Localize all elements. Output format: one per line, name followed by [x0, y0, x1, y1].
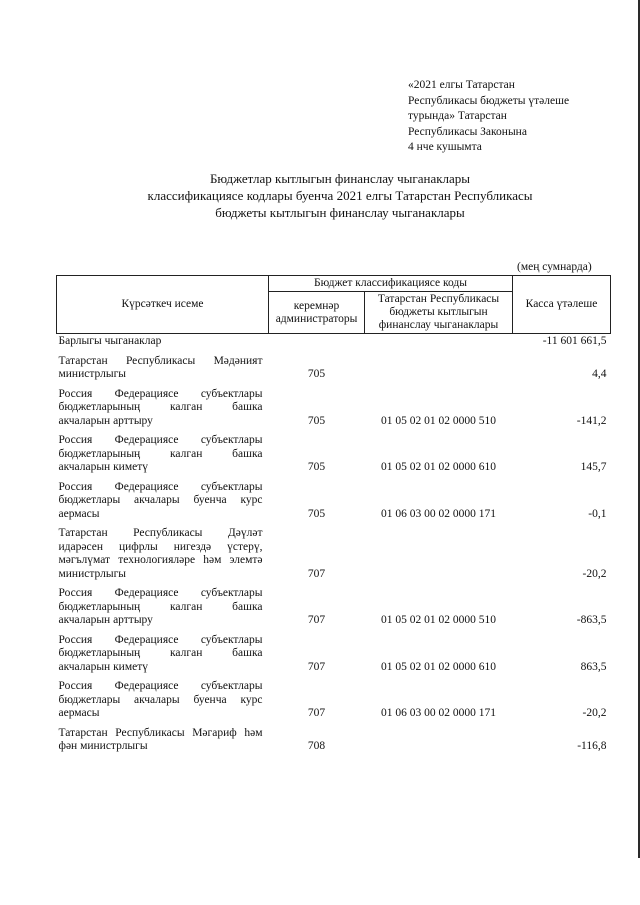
row-source-code	[365, 521, 513, 581]
row-source-code: 01 05 02 01 02 0000 610	[381, 461, 496, 473]
table-row-total	[57, 334, 611, 349]
note-line: Республикасы Законына	[408, 125, 527, 138]
row-source-code: 01 06 03 00 02 0000 171	[381, 507, 496, 520]
row-source-code	[365, 721, 513, 754]
table-row	[57, 475, 611, 522]
row-amount: -116,8	[577, 740, 607, 752]
row-source-code	[365, 349, 513, 382]
document-title	[60, 170, 620, 221]
header-indicator-name: Күрсәткеч исеме	[57, 276, 269, 334]
table-body	[57, 334, 611, 754]
title-line: бюджеты кытлыгын финанслау чыганаклары	[215, 205, 465, 220]
title-line: Бюджетлар кытлыгын финанслау чыганаклары	[209, 171, 471, 186]
row-amount: -11 601 661,5	[542, 335, 607, 347]
note-line: турында» Татарстан	[408, 110, 507, 122]
row-name: Татарстан Республикасы Мәдәният министрлыгы	[58, 354, 263, 380]
row-source-code: 01 05 02 01 02 0000 510	[381, 414, 496, 427]
row-source-code: 01 05 02 01 02 0000 610	[381, 660, 496, 673]
header-admin: керемнәр администраторы	[269, 292, 365, 334]
row-admin-code: 707	[307, 614, 326, 626]
header-cash-execution: Касса үтәлеше	[513, 276, 611, 334]
row-source-code: 01 05 02 01 02 0000 510	[381, 614, 496, 626]
row-source-code	[365, 334, 513, 349]
table-row	[57, 349, 611, 382]
row-name: Россия Федерациясе субъектлары бюджетларының калган башка акчаларын киметү	[58, 434, 263, 473]
table-row	[57, 628, 611, 675]
unit-label: (мең сумнарда)	[517, 261, 592, 273]
row-name: Россия Федерациясе субъектлары бюджетларының калган башка акчаларын арттыру	[58, 387, 263, 427]
financing-sources-table	[56, 275, 611, 754]
row-amount: -0,1	[588, 507, 607, 520]
row-admin-code: 707	[307, 660, 326, 673]
row-amount: -20,2	[582, 567, 607, 580]
row-name: Татарстан Республикасы Дәүләт идарәсен цифрлы нигездә үстерү, мәгълүмат технологияләре һәм элемтә министрлыгы	[58, 527, 263, 580]
table-row	[57, 674, 611, 721]
row-amount: 145,7	[580, 461, 607, 473]
row-amount: 4,4	[592, 368, 607, 380]
table-row	[57, 428, 611, 475]
table-row	[57, 581, 611, 628]
row-amount: -20,2	[582, 707, 607, 719]
row-admin-code: 705	[307, 461, 326, 473]
table-row	[57, 721, 611, 754]
header-source-code: Татарстан Республикасы бюджеты кытлыгын финанслау чыганаклары	[365, 292, 513, 334]
row-name: Россия Федерациясе субъектлары бюджетлары акчалары буенча курс аермасы	[58, 680, 263, 719]
row-admin-code: 705	[307, 414, 326, 427]
row-amount: 863,5	[580, 660, 607, 673]
row-name: Барлыгы чыганаклар	[58, 335, 162, 347]
row-name: Россия Федерациясе субъектлары бюджетларының калган башка акчаларын арттыру	[58, 587, 263, 626]
row-admin-code	[269, 334, 365, 349]
table-row	[57, 382, 611, 429]
header-budget-classification: Бюджет классификациясе коды	[269, 276, 513, 292]
row-name: Россия Федерациясе субъектлары бюджетларының калган башка акчаларын киметү	[58, 633, 263, 673]
row-admin-code: 708	[307, 740, 326, 752]
row-admin-code: 707	[307, 567, 326, 580]
law-attachment-note	[408, 78, 618, 156]
note-line: «2021 елгы Татарстан	[408, 79, 515, 91]
row-admin-code: 705	[307, 368, 326, 380]
note-line: 4 нче кушымта	[408, 141, 482, 153]
row-amount: -863,5	[576, 614, 607, 626]
note-line: Республикасы бюджеты үтәлеше	[408, 94, 570, 107]
row-source-code: 01 06 03 00 02 0000 171	[381, 707, 496, 719]
table-row	[57, 521, 611, 581]
row-name: Россия Федерациясе субъектлары бюджетлары акчалары буенча курс аермасы	[58, 480, 263, 520]
row-admin-code: 707	[307, 707, 326, 719]
row-amount: -141,2	[576, 414, 607, 427]
row-admin-code: 705	[307, 507, 326, 520]
title-line: классификациясе кодлары буенча 2021 елгы Татарстан Республикасы	[147, 188, 533, 203]
row-name: Татарстан Республикасы Мәгариф һәм фән министрлыгы	[58, 726, 263, 752]
